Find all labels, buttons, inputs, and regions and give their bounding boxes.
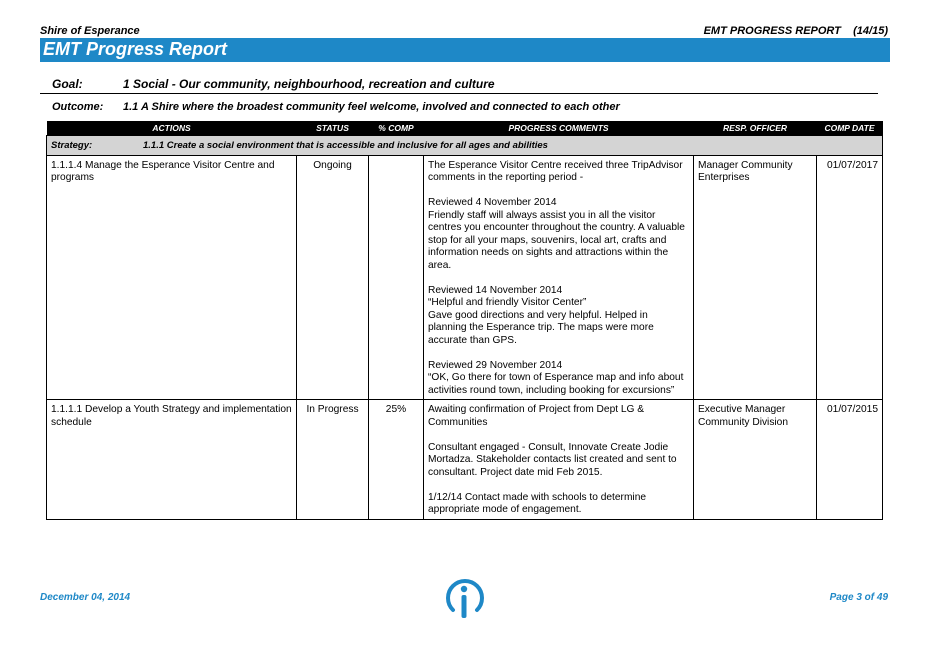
officer-cell: Executive Manager Community Division <box>694 400 817 520</box>
title-banner <box>40 38 890 62</box>
col-header-actions: ACTIONS <box>47 121 297 136</box>
org-name: Shire of Esperance <box>40 25 140 37</box>
date-cell: 01/07/2015 <box>817 400 883 520</box>
col-header-date: COMP DATE <box>817 121 883 136</box>
action-cell: 1.1.1.4 Manage the Esperance Visitor Centre and programs <box>47 155 297 400</box>
info-i-logo-icon <box>443 576 487 620</box>
outcome-row <box>52 101 620 113</box>
comment-paragraph: Consultant engaged - Consult, Innovate Create Jodie Mortadza. Stakeholder contacts list created and sent to consultant. Project date mid Feb 2015. <box>428 441 677 478</box>
progress-table <box>46 121 883 520</box>
comment-paragraph: Reviewed 4 November 2014 Friendly staff will always assist you in all the visitor centres you encounter throughout the country. A valuable stop for all your maps, souvenirs, local art, crafts and information needs on sights and attractions within the area. <box>428 197 685 271</box>
goal-row <box>52 77 495 91</box>
outcome-text: 1.1 A Shire where the broadest community feel welcome, involved and connected to each other <box>123 101 620 113</box>
col-header-status: STATUS <box>297 121 369 136</box>
page-title: EMT Progress Report <box>43 39 228 59</box>
goal-text: 1 Social - Our community, neighbourhood, recreation and culture <box>123 77 495 91</box>
col-header-officer: RESP. OFFICER <box>694 121 817 136</box>
page-number: Page 3 of 49 <box>829 592 888 603</box>
status-cell: In Progress <box>297 400 369 520</box>
report-index: (14/15) <box>853 25 888 37</box>
comp-cell <box>369 155 424 400</box>
comment-paragraph: Awaiting confirmation of Project from Dept LG & Communities <box>428 404 645 428</box>
comment-paragraph: Reviewed 14 November 2014 “Helpful and friendly Visitor Center” Gave good directions and very helpful. Helped in planning the Esperance trip. The maps were more accurate than GPS. <box>428 284 654 346</box>
goal-divider <box>40 93 878 94</box>
comments-cell <box>424 155 694 400</box>
goal-label: Goal: <box>52 77 83 91</box>
status-cell: Ongoing <box>297 155 369 400</box>
strategy-row <box>47 136 883 156</box>
strategy-text: 1.1.1 Create a social environment that is accessible and inclusive for all ages and abilities <box>143 140 548 151</box>
officer-cell: Manager Community Enterprises <box>694 155 817 400</box>
date-cell: 01/07/2017 <box>817 155 883 400</box>
table-row <box>47 400 883 520</box>
table-header-row <box>47 121 883 136</box>
table-row <box>47 155 883 400</box>
comment-paragraph: 1/12/14 Contact made with schools to determine appropriate mode of engagement. <box>428 491 647 515</box>
col-header-comp: % COMP <box>369 121 424 136</box>
comment-paragraph: Reviewed 29 November 2014 “OK, Go there for town of Esperance map and info about activities round town, including booking for excursions” <box>428 359 684 396</box>
comment-paragraph: The Esperance Visitor Centre received three TripAdvisor comments in the reporting period - <box>428 159 683 183</box>
comments-cell <box>424 400 694 520</box>
report-label: EMT PROGRESS REPORT <box>703 25 841 37</box>
action-cell: 1.1.1.1 Develop a Youth Strategy and implementation schedule <box>47 400 297 520</box>
col-header-comments: PROGRESS COMMENTS <box>424 121 694 136</box>
strategy-label: Strategy: <box>51 140 93 151</box>
report-header <box>704 25 888 37</box>
comp-cell: 25% <box>369 400 424 520</box>
outcome-label: Outcome: <box>52 101 104 113</box>
footer-date: December 04, 2014 <box>40 592 131 603</box>
